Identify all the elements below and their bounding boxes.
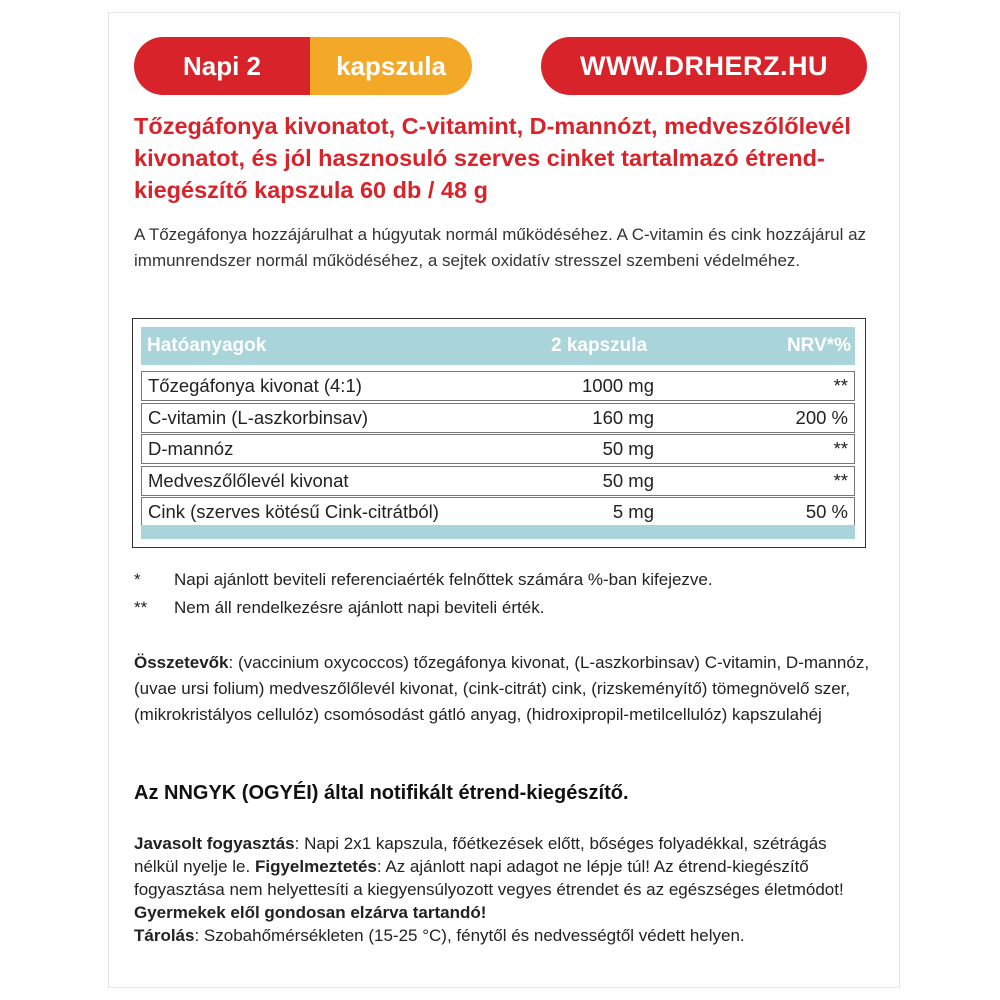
- product-claims: A Tőzegáfonya hozzájárulhat a húgyutak normál működéséhez. A C-vitamin és cink hozzájárul az immunrendszer normál működéséhez, a sejtek oxidatív stresszel szembeni védelméhez.: [134, 225, 867, 270]
- row-nrv: **: [833, 375, 848, 396]
- footnote-text: Napi ajánlott beviteli referenciaérték felnőttek számára %-ban kifejezve.: [174, 570, 713, 589]
- row-amount: 160 mg: [592, 406, 654, 428]
- table-header: [141, 327, 855, 365]
- row-nrv: **: [833, 469, 848, 491]
- row-name: Cink (szerves kötésű Cink-citrátból): [148, 501, 439, 522]
- usage-label: Javasolt fogyasztás: [134, 834, 295, 853]
- nutrient-table: [132, 318, 866, 548]
- row-amount: 50 mg: [602, 469, 654, 491]
- footnote: [134, 566, 874, 594]
- row-name: C-vitamin (L-aszkorbinsav): [148, 406, 368, 428]
- row-name: D-mannóz: [148, 438, 234, 459]
- website-badge: WWW.DRHERZ.HU: [541, 37, 867, 95]
- row-nrv: **: [833, 438, 848, 459]
- ingredients-label: Összetevők: [134, 653, 229, 672]
- dosage-number: Napi 2: [134, 37, 310, 95]
- ingredients-text: : (vaccinium oxycoccos) tőzegáfonya kivonat, (L-aszkorbinsav) C-vitamin, D-mannóz, (uvae ursi folium) medveszőlőlevél kivonat, (cink-citrát) cink, (rizskeményítő) tömegnövelő szer, (mikrokristályos cellulóz) csomósodást gátló anyag, (hidroxipropil-metilcellulóz) kapszulahéj: [134, 653, 870, 724]
- usage-text: : Napi 2x1 kapszula, főétkezések előtt, bőséges folyadékkal, szétrágás nélkül nyelje le.: [134, 834, 827, 876]
- footnote: [134, 594, 874, 622]
- dosage-unit: kapszula: [310, 37, 472, 95]
- row-amount: 1000 mg: [582, 375, 654, 396]
- row-amount: 50 mg: [602, 438, 654, 459]
- product-title: Tőzegáfonya kivonatot, C-vitamint, D-mannózt, medveszőlőlevél kivonatot, és jól hasznosuló szerves cinket tartalmazó étrend-kiegészítő kapszula 60 db / 48 g: [134, 113, 851, 203]
- notification-statement: Az NNGYK (OGYÉI) által notifikált étrend-kiegészítő.: [134, 782, 629, 804]
- table-footer: [141, 525, 855, 539]
- table-row: [141, 434, 855, 464]
- footnote-text: Nem áll rendelkezésre ajánlott napi beviteli érték.: [174, 598, 545, 617]
- row-name: Tőzegáfonya kivonat (4:1): [148, 375, 362, 396]
- table-body: [141, 371, 855, 529]
- warning-label: Figyelmeztetés: [254, 857, 377, 876]
- warning-text: : Az ajánlott napi adagot ne lépje túl! Az étrend-kiegészítő fogyasztása nem helyettesíti a kiegyensúlyozott vegyes étrendet és az egészséges életmódot!: [134, 857, 844, 899]
- children-warning: Gyermekek elől gondosan elzárva tartandó!: [134, 903, 487, 922]
- usage-section: [134, 832, 874, 947]
- ingredients-section: [134, 650, 874, 728]
- dosage-badge: [134, 37, 472, 95]
- row-nrv: 50 %: [805, 501, 848, 522]
- footnote-mark: *: [134, 570, 141, 589]
- header-nrv: NRV*%: [786, 335, 851, 356]
- table-row: [141, 466, 855, 496]
- header-amount: 2 kapszula: [551, 335, 648, 356]
- row-nrv: 200 %: [795, 406, 848, 428]
- row-name: Medveszőlőlevél kivonat: [148, 469, 349, 491]
- footnotes: [134, 566, 874, 622]
- header-ingredients: Hatóanyagok: [147, 335, 267, 356]
- table-row: [141, 403, 855, 433]
- storage-text: : Szobahőmérsékleten (15-25 °C), fénytől és nedvességtől védett helyen.: [194, 926, 745, 945]
- storage-label: Tárolás: [134, 926, 195, 945]
- row-amount: 5 mg: [612, 501, 654, 522]
- footnote-mark: **: [134, 598, 148, 617]
- table-row: [141, 371, 855, 401]
- table-row: [141, 497, 855, 527]
